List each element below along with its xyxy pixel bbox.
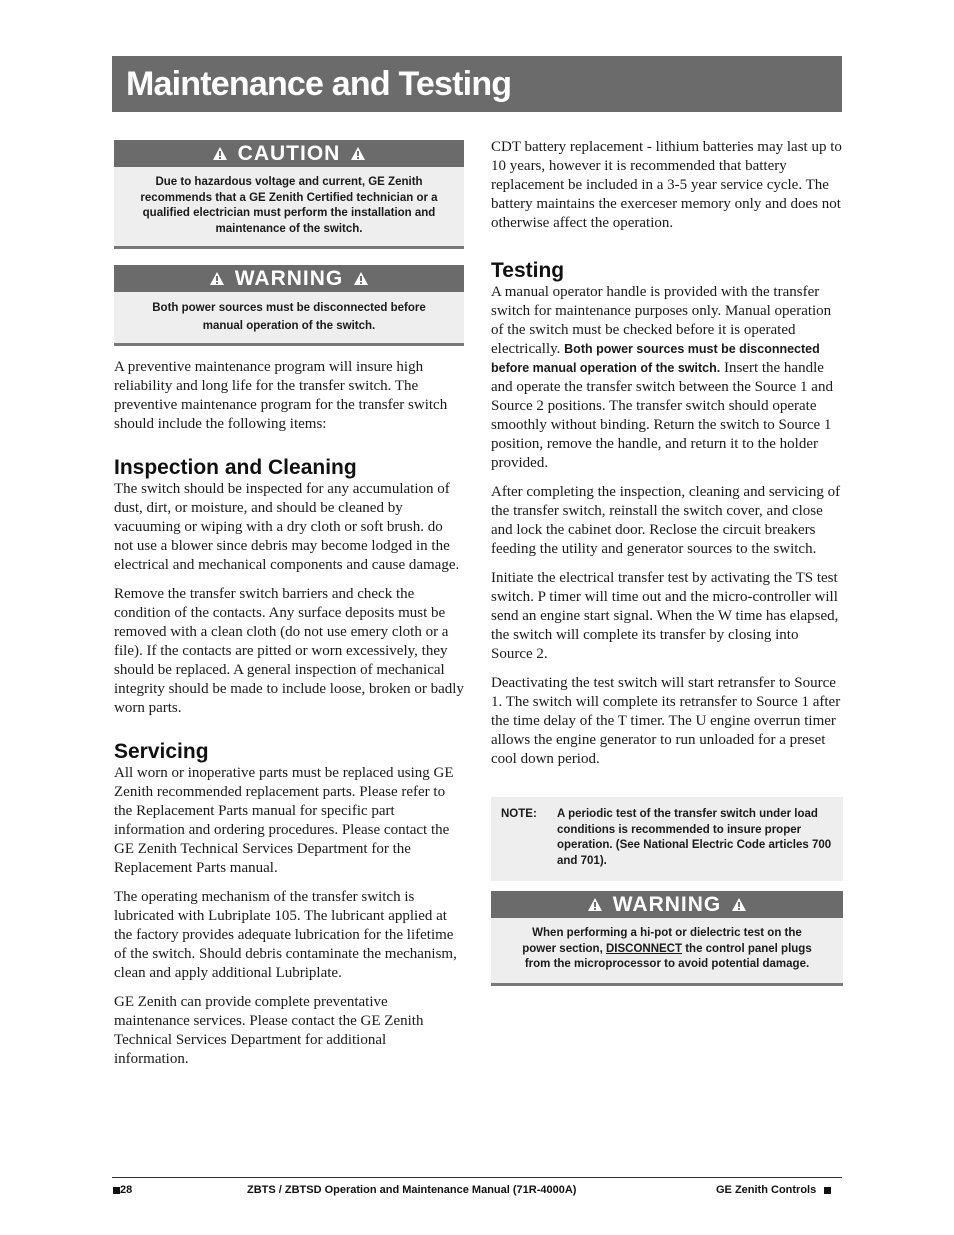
- battery-paragraph: CDT battery replacement - lithium batteries may last up to 10 years, however it is recommended that battery replacement be included in a 3-5 year service cycle. The battery maintains the exerceser memory only and does not otherwise affect the operation.: [491, 139, 842, 231]
- caution-body: Due to hazardous voltage and current, GE Zenith recommends that a GE Zenith Certified technician or a qualified electrician must perform the installation and maintenance of the switch.: [140, 176, 438, 235]
- warning-header: [114, 265, 464, 292]
- servicing-heading: Servicing: [114, 740, 209, 763]
- company-name: GE Zenith Controls: [716, 1184, 817, 1196]
- testing-p1-end: Insert the handle and operate the transfer switch between the Source 1 and Source 2 positions. The transfer switch should operate smoothly without binding. Return the switch to Source 1 position, remove the handle, and return it to the holder provided.: [491, 360, 833, 471]
- servicing-paragraph-1: All worn or inoperative parts must be replaced using GE Zenith recommended replacement parts. Please refer to the Replacement Parts manual for specific part information and ordering procedures. Please contact the GE Zenith Technical Services Department for the Replacement Parts manual.: [114, 765, 454, 876]
- warning-body-2: [491, 918, 843, 983]
- testing-paragraph-2: After completing the inspection, cleaning and servicing of the transfer switch, reinstall the switch cover, and close and lock the cabinet door. Reclose the circuit breakers feeding the utility and generator sources to the switch.: [491, 484, 841, 557]
- intro-paragraph: A preventive maintenance program will insure high reliability and long life for the transfer switch. The preventive maintenance program for the transfer switch should include the following items:: [114, 359, 448, 432]
- page-number: 28: [120, 1184, 133, 1196]
- testing-heading: Testing: [491, 259, 565, 282]
- testing-paragraph-3: Initiate the electrical transfer test by activating the TS test switch. P timer will time out and the micro-controller will send an engine start signal. When the W time has elapsed, the switch will complete its transfer by closing into Source 2.: [491, 570, 839, 662]
- testing-p1-bold: Both power sources must be disconnected before manual operation of the switch.: [491, 342, 820, 375]
- inspection-paragraph-1: The switch should be inspected for any accumulation of dust, dirt, or moisture, and should be cleaned by vacuuming or wiping with a dry cloth or soft brush. do not use a blower since debris may become lodged in the electrical and mechanical components and cause damage.: [114, 481, 460, 573]
- testing-paragraph-1: [491, 283, 843, 473]
- inspection-paragraph-2: Remove the transfer switch barriers and check the condition of the contacts. Any surface deposits must be removed with a clean cloth (do not use emery cloth or a file). If the contacts are pitted or worn excessively, they should be replaced. A general inspection of mechanical integrity should be made to include loose, broken or badly worn parts.: [114, 586, 464, 716]
- warning-heading-2: WARNING: [612, 893, 722, 916]
- note-text: A periodic test of the transfer switch under load conditions is recommended to insure proper operation. (See National Electric Code articles 700 and 701).: [557, 808, 832, 867]
- warning-box-2: [491, 891, 843, 986]
- testing-p1-start: A manual operator handle is provided with the transfer switch for maintenance purposes only. Manual operation of the switch must be checked before it is operated electrically.: [491, 284, 832, 357]
- warning-triangle-icon: [350, 146, 366, 161]
- warning-triangle-icon: [209, 271, 225, 286]
- caution-heading: CAUTION: [237, 142, 341, 165]
- page-title: Maintenance and Testing: [126, 65, 512, 103]
- note-box: [491, 797, 843, 881]
- footer-page: [113, 1184, 132, 1196]
- warning-header-2: [491, 891, 843, 918]
- warning2-body-start: When performing a hi-pot or dielectric test on the power section,: [522, 927, 802, 955]
- testing-paragraph-4: Deactivating the test switch will start retransfer to Source 1. The switch will complete its retransfer to Source 1 after the time delay of the T timer. The U engine overrun timer allows the engine generator to run unloaded for a preset cool down period.: [491, 675, 841, 767]
- caution-header: [114, 140, 464, 167]
- warning-triangle-icon: [212, 146, 228, 161]
- warning-triangle-icon: [353, 271, 369, 286]
- footer-rule: [112, 1177, 842, 1178]
- footer-company: [716, 1184, 831, 1196]
- square-bullet-icon: [824, 1187, 831, 1194]
- servicing-paragraph-2: The operating mechanism of the transfer switch is lubricated with Lubriplate 105. The lubricant applied at the factory provides adequate lubrication for the lifetime of the switch. Should debris contaminate the mechanism, clean and apply additional Lubriplate.: [114, 889, 457, 981]
- warning-triangle-icon: [587, 897, 603, 912]
- warning-box: [114, 265, 464, 346]
- left-column: [114, 140, 464, 1079]
- warning-heading: WARNING: [234, 267, 344, 290]
- servicing-paragraph-3: GE Zenith can provide complete preventative maintenance services. Please contact the GE Zenith Technical Services Department for additional information.: [114, 994, 424, 1067]
- caution-box: [114, 140, 464, 249]
- right-column: [491, 138, 843, 1002]
- inspection-heading: Inspection and Cleaning: [114, 456, 357, 479]
- warning-triangle-icon: [731, 897, 747, 912]
- note-label: NOTE:: [501, 808, 537, 820]
- warning-body: Both power sources must be disconnected before manual operation of the switch.: [152, 302, 426, 332]
- warning2-body-end: the control panel plugs from the microprocessor to avoid potential damage.: [524, 942, 812, 970]
- title-bar: [112, 56, 842, 112]
- warning2-disconnect: DISCONNECT: [605, 942, 683, 955]
- footer-manual-title: ZBTS / ZBTSD Operation and Maintenance Manual (71R-4000A): [247, 1184, 577, 1196]
- square-bullet-icon: [113, 1187, 120, 1194]
